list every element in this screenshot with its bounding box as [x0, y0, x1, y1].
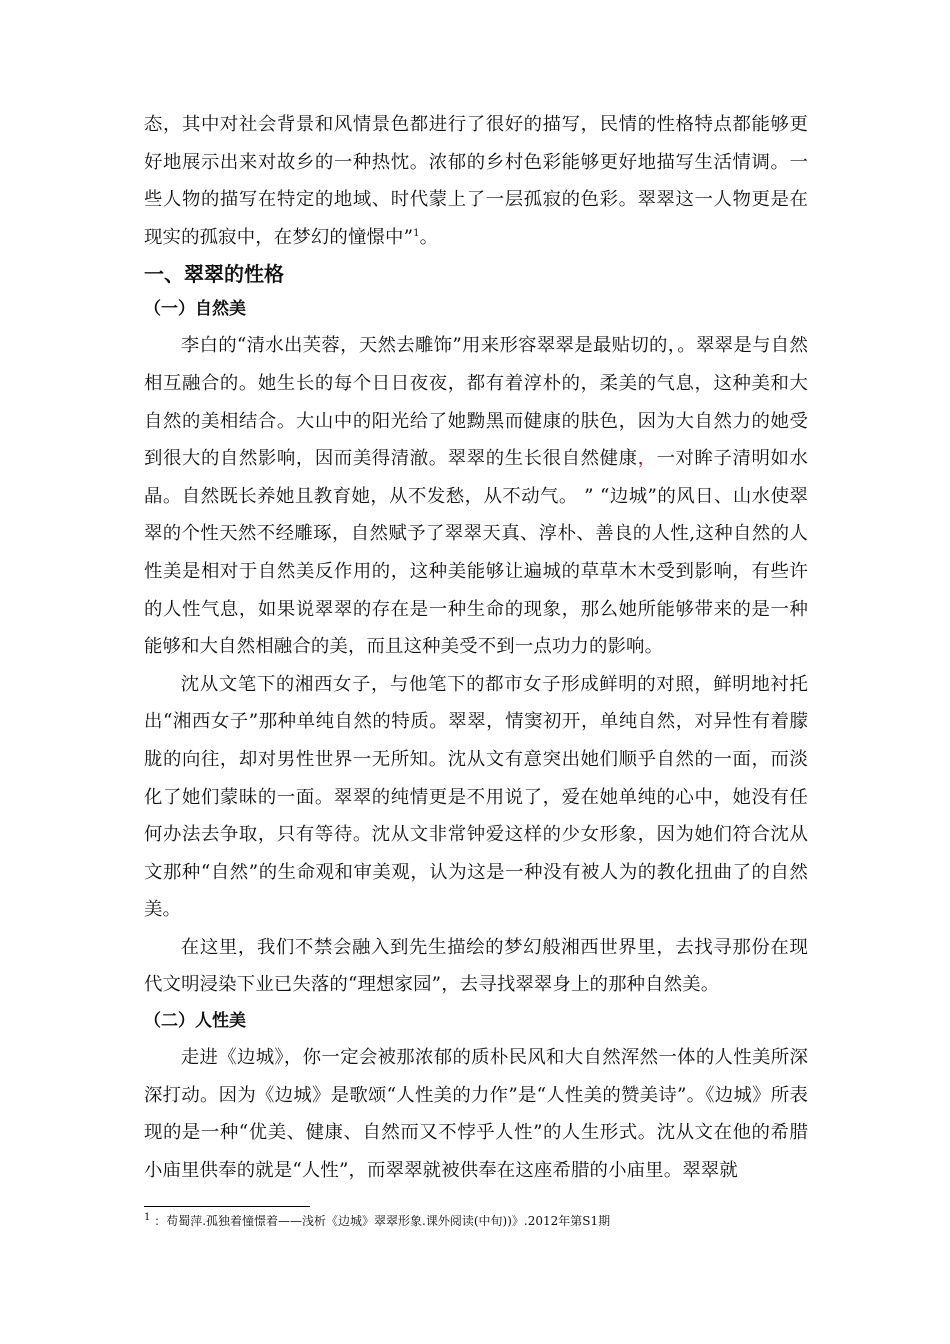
footnote — [144, 1212, 808, 1230]
paragraph-text: 李白的“清水出芙蓉，天然去雕饰”用来形容翠翠是最贴切的，。翠翠是与自然相互融合的。她生长的每个日日夜夜，都有着淳朴的，柔美的气息，这种美和大自然的美相结合。大山中的阳光给了她黝黑而健康的肤色，因为大自然力的她受到很大的自然影响，因而美得清澈。翠翠的生长很自然健康 — [144, 335, 808, 470]
paragraph-natural-beauty-2: 沈从文笔下的湘西女子，与他笔下的都市女子形成鲜明的对照，鲜明地衬托出“湘西女子”那种单纯自然的特质。翠翠，情窦初开，单纯自然，对异性有着朦胧的向往，却对男性世界一无所知。沈从文有意突出她们顺乎自然的一面，而淡化了她们蒙昧的一面。翠翠的纯情更是不用说了，爱在她单纯的心中，她没有任何办法去争取，只有等待。沈从文非常钟爱这样的少女形象，因为她们符合沈从文那种“自然”的生命观和审美观，认为这是一种没有被人为的教化扭曲了的自然美。 — [144, 673, 808, 921]
footnote-divider — [144, 1206, 310, 1207]
paragraph-natural-beauty-1 — [144, 327, 808, 665]
paragraph-intro — [144, 106, 808, 256]
highlighted-comma: ， — [637, 448, 657, 470]
paragraph-natural-beauty-3: 在这里，我们不禁会融入到先生描绘的梦幻般湘西世界里，去找寻那份在现代文明浸染下业已失落的“理想家园”，去寻找翠翠身上的那种自然美。 — [144, 936, 808, 996]
section-heading: 一、翠翠的性格 — [144, 262, 284, 287]
footnote-text: ：苟蜀萍.孤独着憧憬着——浅析《边城》翠翠形象.课外阅读(中旬))》.2012年第S1期 — [154, 1214, 611, 1228]
document-body — [144, 106, 808, 1189]
paragraph-intro-text: 态，其中对社会背景和风情景色都进行了很好的描写，民情的性格特点都能够更好地展示出来对故乡的一种热忱。浓郁的乡村色彩能够更好地描写生活情调。一些人物的描写在特定的地域、时代蒙上了一层孤寂的色彩。翠翠这一人物更是在现实的孤寂中，在梦幻的憧憬中” — [144, 114, 808, 248]
paragraph-intro-end: 。 — [419, 226, 439, 248]
paragraph-text: 一对眸子清明如水晶。自然既长养她且教育她，从不发愁，从不动气。 ” “边城”的风日、山水使翠翠的个性天然不经雕琢，自然赋予了翠翠天真、淳朴、善良的人性,这种自然的人性美是相对于自然美反作用的，这种美能够让遍城的草草木木受到影响，有些许的人性气息，如果说翠翠的存在是一种生命的现象，那么她所能够带来的是一种能够和大自然相融合的美，而且这种美受不到一点功力的影响。 — [144, 448, 808, 658]
footnote-marker: 1 — [144, 1212, 151, 1223]
footnote-ref[interactable]: 1 — [413, 227, 420, 239]
subsection-heading-human-beauty: （二）人性美 — [144, 1011, 246, 1032]
paragraph-human-beauty-1: 走进《边城》，你一定会被那浓郁的质朴民风和大自然浑然一体的人性美所深深打动。因为《边城》是歌颂“人性美的力作”是“人性美的赞美诗”。《边城》所表现的是一种“优美、健康、自然而又不悖乎人性”的人生形式。沈从文在他的希腊小庙里供奉的就是“人性”，而翠翠就被供奉在这座希腊的小庙里。翠翠就 — [144, 1047, 808, 1181]
subsection-heading-natural-beauty: （一）自然美 — [144, 299, 246, 320]
